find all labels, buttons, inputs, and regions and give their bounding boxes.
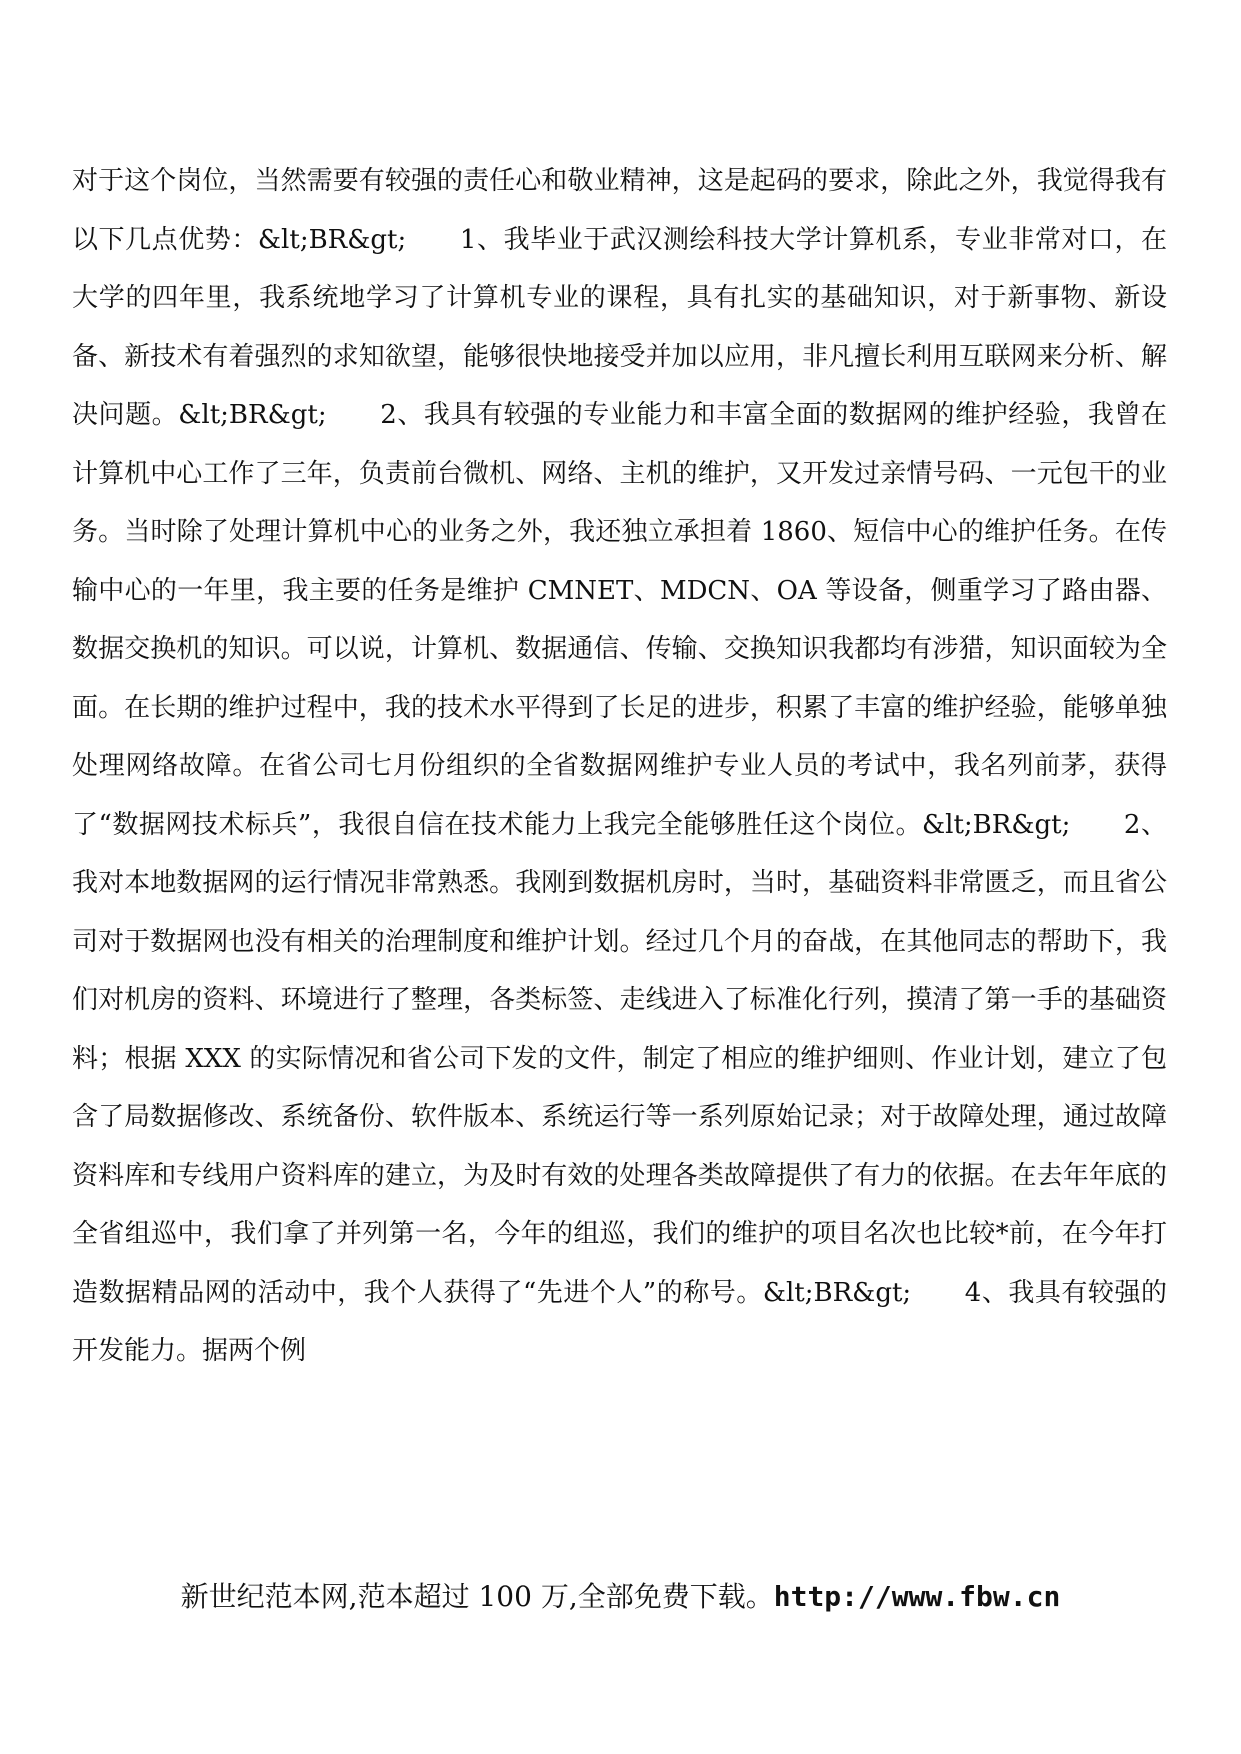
body-paragraph: 对于这个岗位，当然需要有较强的责任心和敬业精神，这是起码的要求，除此之外，我觉得我有以下几点优势：&lt;BR&gt; 1、我毕业于武汉测绘科技大学计算机系，专业非常对口，在大学的四年里，我系统地学习了计算机专业的课程，具有扎实的基础知识，对于新事物、新设备、新技术有着强烈的求知欲望，能够很快地接受并加以应用，非凡擅长利用互联网来分析、解决问题。&lt;BR&gt; 2、我具有较强的专业能力和丰富全面的数据网的维护经验，我曾在计算机中心工作了三年，负责前台微机、网络、主机的维护，又开发过亲情号码、一元包干的业务。当时除了处理计算机中心的业务之外，我还独立承担着 1860、短信中心的维护任务。在传输中心的一年里，我主要的任务是维护 CMNET、MDCN、OA 等设备，侧重学习了路由器、数据交换机的知识。可以说，计算机、数据通信、传输、交换知识我都均有涉猎，知识面较为全面。在长期的维护过程中，我的技术水平得到了长足的进步，积累了丰富的维护经验，能够单独处理网络故障。在省公司七月份组织的全省数据网维护专业人员的考试中，我名列前茅，获得了“数据网技术标兵”，我很自信在技术能力上我完全能够胜任这个岗位。&lt;BR&gt; 2、我对本地数据网的运行情况非常熟悉。我刚到数据机房时，当时，基础资料非常匮乏，而且省公司对于数据网也没有相关的治理制度和维护计划。经过几个月的奋战，在其他同志的帮助下，我们对机房的资料、环境进行了整理，各类标签、走线进入了标准化行列，摸清了第一手的基础资料；根据 XXX 的实际情况和省公司下发的文件，制定了相应的维护细则、作业计划，建立了包含了局数据修改、系统备份、软件版本、系统运行等一系列原始记录；对于故障处理，通过故障资料库和专线用户资料库的建立，为及时有效的处理各类故障提供了有力的依据。在去年年底的全省组巡中，我们拿了并列第一名，今年的组巡，我们的维护的项目名次也比较*前，在今年打造数据精品网的活动中，我个人获得了“先进个人”的称号。&lt;BR&gt; 4、我具有较强的开发能力。据两个例: [72, 166, 1167, 1366]
footer-text: 新世纪范本网,范本超过 100 万,全部免费下载。: [180, 1580, 774, 1613]
footer-url: http://www.fbw.cn: [773, 1580, 1061, 1613]
page-footer: [0, 1577, 1241, 1618]
